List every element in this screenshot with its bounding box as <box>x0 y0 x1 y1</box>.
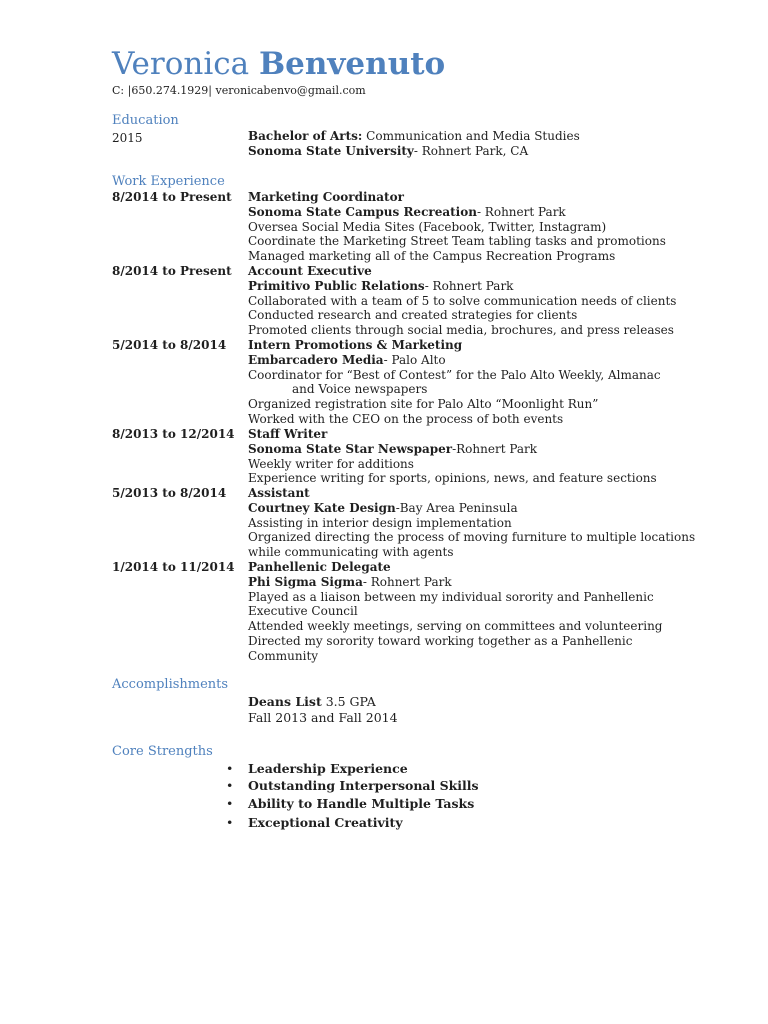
list-item <box>226 760 479 777</box>
job-duty: Weekly writer for additions <box>248 456 414 471</box>
job-location: - Rohnert Park <box>362 574 452 589</box>
degree-field: Communication and Media Studies <box>362 129 580 143</box>
accomplishments-details <box>248 694 748 726</box>
job-duty: Experience writing for sports, opinions, news, and feature sections <box>248 471 657 486</box>
job-org-line <box>248 442 748 457</box>
strength-label: Outstanding Interpersonal Skills <box>248 778 479 793</box>
list-item <box>226 813 479 832</box>
job-title: Assistant <box>248 486 310 500</box>
job-entry <box>248 560 748 664</box>
strengths-list <box>226 760 479 832</box>
accomplishments-heading: Accomplishments <box>112 677 229 692</box>
job-dates: 5/2013 to 8/2014 <box>112 486 227 500</box>
job-title: Intern Promotions & Marketing <box>248 338 463 352</box>
deans-list-title: Deans List <box>248 694 322 709</box>
job-dates: 5/2014 to 8/2014 <box>112 338 227 352</box>
education-heading: Education <box>112 113 179 128</box>
last-name: Benvenuto <box>258 46 446 82</box>
job-title: Panhellenic Delegate <box>248 560 391 574</box>
job-duty: Promoted clients through social media, brochures, and press releases <box>248 323 674 338</box>
job-duty: Oversea Social Media Sites (Facebook, Twitter, Instagram) <box>248 219 607 234</box>
job-duty: while communicating with agents <box>248 545 454 560</box>
job-entry <box>248 338 748 427</box>
job-duty: Coordinator for “Best of Contest” for the Palo Alto Weekly, Almanac <box>248 367 661 382</box>
job-duty: Executive Council <box>248 604 358 619</box>
job-org-line <box>248 501 748 516</box>
job-org: Sonoma State Star Newspaper <box>248 441 453 456</box>
job-duty: Assisting in interior design implementation <box>248 515 512 530</box>
bullet-icon: • <box>226 796 234 811</box>
job-org: Courtney Kate Design <box>248 500 396 515</box>
job-org-line <box>248 205 748 220</box>
first-name: Veronica <box>112 46 250 82</box>
job-duty: Coordinate the Marketing Street Team tabling tasks and promotions <box>248 234 666 249</box>
job-title: Account Executive <box>248 264 372 278</box>
job-duty: Attended weekly meetings, serving on committees and volunteering <box>248 619 663 634</box>
job-org: Phi Sigma Sigma <box>248 574 363 589</box>
job-location: - Rohnert Park <box>476 204 566 219</box>
school-location: - Rohnert Park, CA <box>413 143 529 158</box>
contact-line: C: |650.274.1929| veronicabenvo@gmail.com <box>112 84 366 97</box>
job-duty: Organized directing the process of moving furniture to multiple locations <box>248 530 696 545</box>
job-location: -Bay Area Peninsula <box>395 500 518 515</box>
list-item <box>226 777 479 794</box>
education-details <box>248 129 748 159</box>
list-item <box>226 794 479 813</box>
job-entry <box>248 427 748 486</box>
degree-line <box>248 129 748 144</box>
deans-list-line <box>248 694 748 710</box>
bullet-icon: • <box>226 761 234 776</box>
school-name: Sonoma State University <box>248 143 414 158</box>
education-year: 2015 <box>112 131 143 145</box>
job-duty: Worked with the CEO on the process of both events <box>248 411 564 426</box>
job-org: Embarcadero Media <box>248 352 384 367</box>
deans-list-terms: Fall 2013 and Fall 2014 <box>248 710 398 725</box>
work-heading: Work Experience <box>112 174 225 189</box>
job-entry <box>248 190 748 264</box>
job-duty: Managed marketing all of the Campus Recreation Programs <box>248 249 616 264</box>
job-dates: 1/2014 to 11/2014 <box>112 560 235 574</box>
job-duty: Community <box>248 648 319 663</box>
job-title: Marketing Coordinator <box>248 190 404 204</box>
strength-label: Leadership Experience <box>248 761 408 776</box>
bullet-icon: • <box>226 815 234 830</box>
job-dates: 8/2013 to 12/2014 <box>112 427 235 441</box>
job-org: Primitivo Public Relations <box>248 278 425 293</box>
job-duty: Collaborated with a team of 5 to solve communication needs of clients <box>248 293 677 308</box>
job-dates: 8/2014 to Present <box>112 190 232 204</box>
job-location: - Palo Alto <box>383 352 446 367</box>
job-entry <box>248 486 748 560</box>
school-line <box>248 144 748 159</box>
job-duty: Organized registration site for Palo Alto “Moonlight Run” <box>248 397 599 412</box>
job-location: -Rohnert Park <box>452 441 538 456</box>
strength-label: Exceptional Creativity <box>248 815 403 830</box>
strength-label: Ability to Handle Multiple Tasks <box>248 796 475 811</box>
strengths-heading: Core Strengths <box>112 744 213 759</box>
job-org-line <box>248 575 748 590</box>
job-dates: 8/2014 to Present <box>112 264 232 278</box>
job-duty: Conducted research and created strategies for clients <box>248 308 578 323</box>
bullet-icon: • <box>226 778 234 793</box>
job-duty: Played as a liaison between my individual sorority and Panhellenic <box>248 589 654 604</box>
job-org-line <box>248 353 748 368</box>
job-location: - Rohnert Park <box>424 278 514 293</box>
job-org-line <box>248 279 748 294</box>
job-entry <box>248 264 748 338</box>
resume-name <box>112 44 445 84</box>
job-title: Staff Writer <box>248 427 328 441</box>
degree-label: Bachelor of Arts: <box>248 129 363 143</box>
job-duty: and Voice newspapers <box>292 382 428 397</box>
job-org: Sonoma State Campus Recreation <box>248 204 477 219</box>
job-duty: Directed my sorority toward working together as a Panhellenic <box>248 633 633 648</box>
gpa-value: 3.5 GPA <box>321 694 376 709</box>
